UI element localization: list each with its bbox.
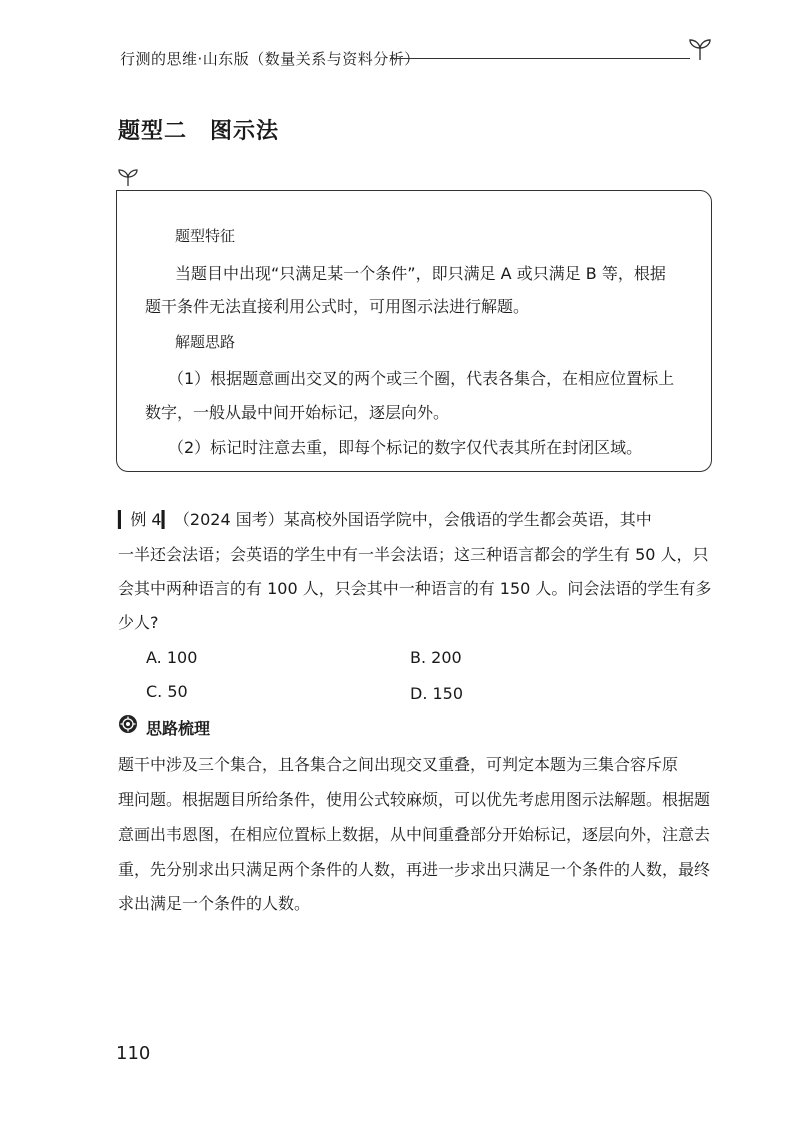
header-rule	[390, 58, 690, 59]
approach-text-line: （2）标记时注意去重，即每个标记的数字仅代表其所在封闭区域。	[168, 438, 643, 457]
option-d: D. 150	[410, 684, 464, 703]
analysis-text-line: 求出满足一个条件的人数。	[118, 894, 311, 913]
example-text: （2024 国考）某高校外国语学院中，会俄语的学生都会英语，其中	[173, 510, 652, 529]
example-tag: 例 4	[130, 510, 162, 529]
example-line: 少人?	[118, 613, 159, 632]
example-line: 一半还会法语；会英语的学生中有一半会法语；这三种语言都会的学生有 50 人，只	[118, 545, 709, 564]
approach-text-line: 数字，一般从最中间开始标记，逐层向外。	[145, 403, 450, 422]
section-title: 题型二 图示法	[118, 119, 280, 144]
gear-icon	[118, 714, 138, 734]
approach-text-line: （1）根据题意画出交叉的两个或三个圈，代表各集合，在相应位置标上	[168, 369, 675, 388]
example-tag-bar: ▎	[161, 510, 174, 529]
analysis-text-line: 重，先分别求出只满足两个条件的人数，再进一步求出只满足一个条件的人数，最终	[118, 860, 711, 879]
page-number: 110	[116, 1043, 151, 1064]
analysis-text-line: 理问题。根据题目所给条件，使用公式较麻烦，可以优先考虑用图示法解题。根据题	[118, 790, 711, 809]
example-tag-bar: ▎	[118, 510, 131, 529]
option-c: C. 50	[146, 682, 188, 701]
example-line	[118, 507, 652, 530]
sprout-icon	[116, 166, 142, 188]
feature-text-line: 当题目中出现“只满足某一个条件”，即只满足 A 或只满足 B 等，根据	[175, 264, 666, 283]
running-header: 行测的思维·山东版（数量关系与资料分析）	[120, 50, 420, 68]
sprout-icon	[686, 36, 714, 62]
option-a: A. 100	[146, 648, 198, 667]
analysis-text-line: 题干中涉及三个集合，且各集合之间出现交叉重叠，可判定本题为三集合容斥原	[118, 755, 679, 774]
feature-heading: 题型特征	[175, 227, 236, 245]
option-b: B. 200	[410, 648, 462, 667]
approach-heading: 解题思路	[175, 333, 236, 351]
example-line: 会其中两种语言的有 100 人，只会其中一种语言的有 150 人。问会法语的学生有多	[118, 579, 712, 598]
analysis-title: 思路梳理	[146, 719, 211, 738]
analysis-text-line: 意画出韦恩图，在相应位置标上数据，从中间重叠部分开始标记，逐层向外，注意去	[118, 825, 711, 844]
feature-text-line: 题干条件无法直接利用公式时，可用图示法进行解题。	[145, 297, 530, 316]
